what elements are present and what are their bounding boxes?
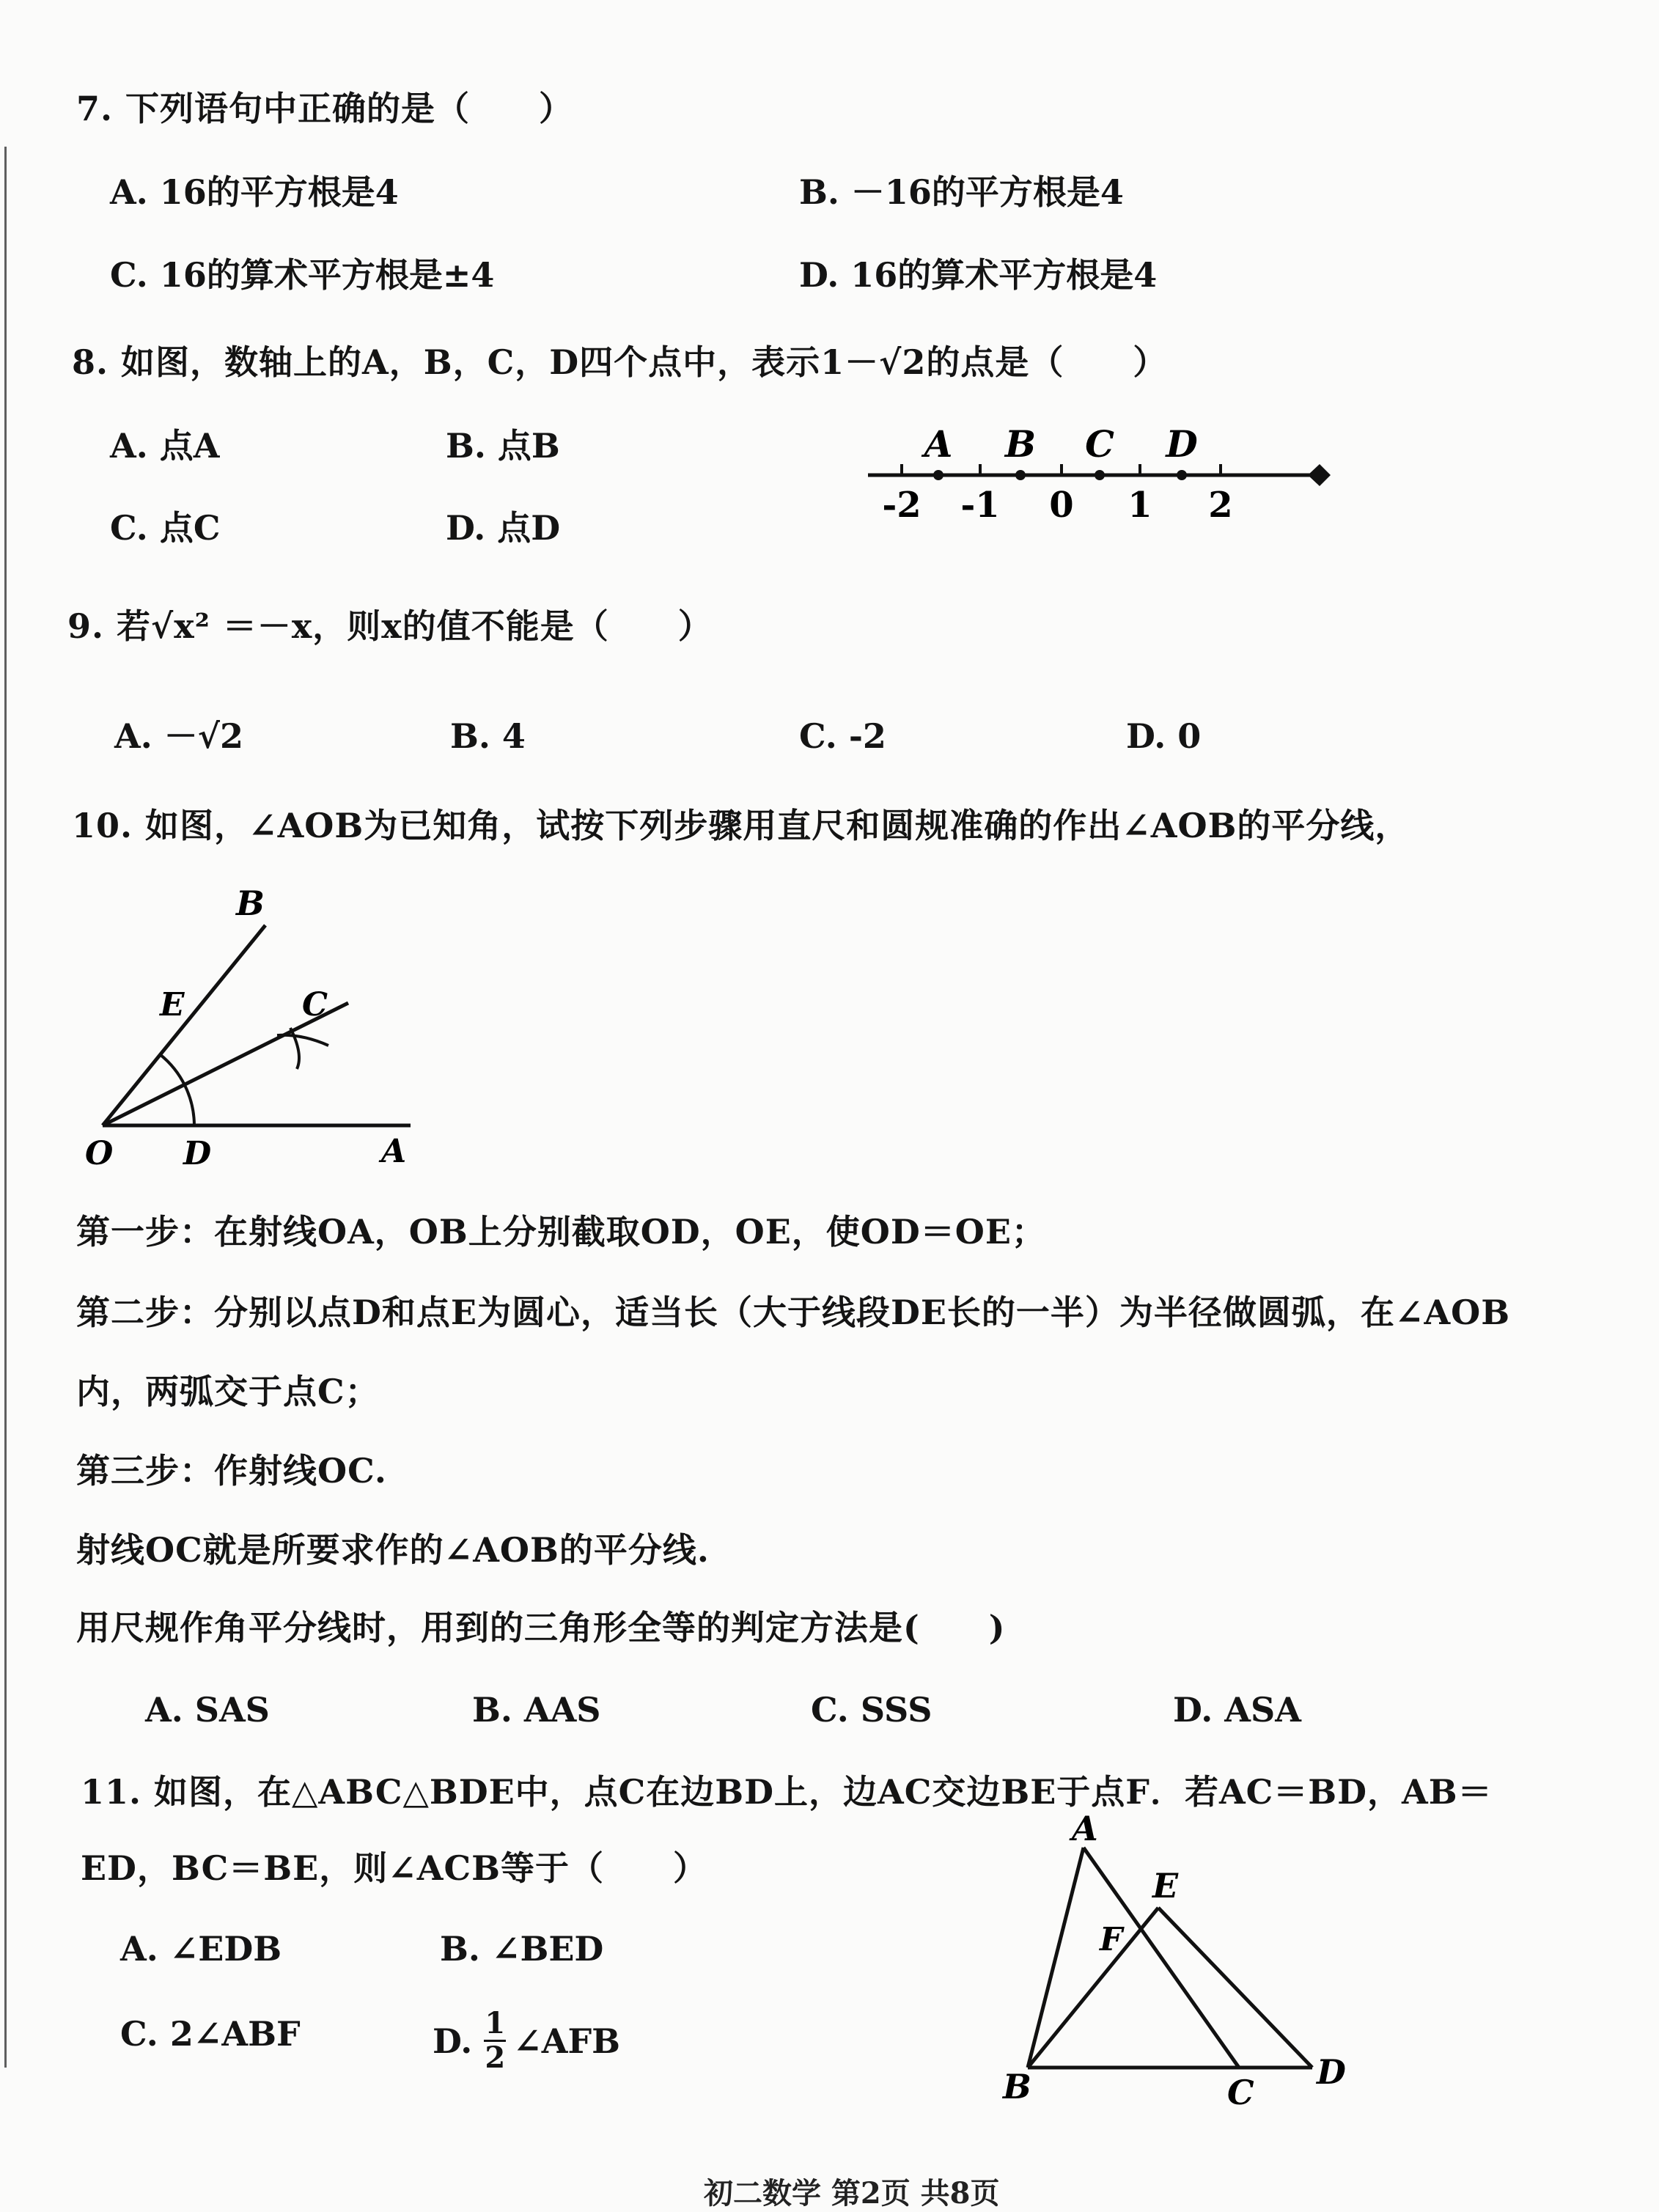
q11-stem-line-1: 11. 如图，在△ABC△BDE中，点C在边BD上，边AC交边BE于点F．若AC＝BD，AB＝ bbox=[81, 1772, 1493, 1812]
q8-option-a: A. 点A bbox=[110, 426, 220, 466]
point-b-label: B bbox=[1004, 422, 1037, 466]
q10-step-2-line-1: 第二步：分别以点D和点E为圆心，适当长（大于线段DE长的一半）为半径做圆弧，在∠AOB bbox=[76, 1293, 1511, 1332]
q11-option-a: A. ∠EDB bbox=[120, 1929, 282, 1969]
q7-stem: 7. 下列语句中正确的是（ ） bbox=[76, 89, 574, 128]
q10-option-b: B. AAS bbox=[472, 1690, 601, 1730]
q10-option-d: D. ASA bbox=[1173, 1690, 1301, 1730]
q8-option-b: B. 点B bbox=[446, 426, 560, 466]
tick-label: 2 bbox=[1208, 485, 1233, 526]
label-a: A bbox=[1072, 1811, 1098, 1848]
label-e: E bbox=[1152, 1866, 1179, 1906]
point-d-dot bbox=[1177, 470, 1187, 480]
q10-step-2-line-2: 内，两弧交于点C； bbox=[76, 1372, 380, 1411]
binding-rule bbox=[4, 147, 7, 2068]
label-f: F bbox=[1100, 1921, 1123, 1958]
q8-option-c: C. 点C bbox=[110, 508, 221, 548]
point-a-label: A bbox=[924, 422, 953, 466]
q7-option-d: D. 16的算术平方根是4 bbox=[799, 255, 1158, 295]
q11-option-b: B. ∠BED bbox=[440, 1929, 604, 1969]
tick-label: -1 bbox=[960, 485, 1000, 526]
q11-option-d-prefix: D. bbox=[433, 2021, 473, 2061]
q10-conclusion: 射线OC就是所要求作的∠AOB的平分线. bbox=[76, 1530, 710, 1570]
fraction-numerator: 1 bbox=[485, 2006, 506, 2040]
q7-option-b: B. －16的平方根是4 bbox=[799, 172, 1124, 212]
point-d-label: D bbox=[1166, 422, 1198, 466]
q10-question: 用尺规作角平分线时，用到的三角形全等的判定方法是( ) bbox=[76, 1608, 1006, 1647]
q10-stem: 10. 如图，∠AOB为已知角，试按下列步骤用直尺和圆规准确的作出∠AOB的平分线， bbox=[72, 806, 1410, 845]
label-d: D bbox=[1317, 2052, 1346, 2092]
label-c: C bbox=[1227, 2073, 1254, 2112]
q7-option-c: C. 16的算术平方根是±4 bbox=[110, 255, 495, 295]
q10-option-c: C. SSS bbox=[811, 1690, 933, 1730]
q11-option-d-fraction bbox=[484, 2007, 506, 2074]
q7-option-a: A. 16的平方根是4 bbox=[110, 172, 399, 212]
label-b: B bbox=[1003, 2067, 1031, 2106]
q11-triangles-figure bbox=[990, 1811, 1371, 2112]
q10-option-a: A. SAS bbox=[145, 1690, 270, 1730]
number-line-arrow bbox=[1308, 464, 1331, 486]
q9-stem: 9. 若√x² ＝－x，则x的值不能是（ ） bbox=[67, 606, 713, 646]
label-c: C bbox=[302, 986, 328, 1024]
label-b: B bbox=[236, 883, 265, 923]
q9-option-c: C. -2 bbox=[799, 716, 886, 756]
ray-ob bbox=[103, 925, 265, 1125]
q8-stem: 8. 如图，数轴上的A，B，C，D四个点中，表示1－√2的点是（ ） bbox=[72, 342, 1168, 382]
q9-option-a: A. －√2 bbox=[114, 716, 243, 756]
fraction-denominator: 2 bbox=[485, 2040, 506, 2075]
point-b-dot bbox=[1015, 470, 1026, 480]
q10-angle-bisector-figure bbox=[73, 880, 425, 1180]
q10-step-1: 第一步：在射线OA，OB上分别截取OD，OE，使OD＝OE； bbox=[76, 1212, 1046, 1252]
q11-stem-line-2: ED，BC＝BE，则∠ACB等于（ ） bbox=[81, 1848, 707, 1888]
label-d: D bbox=[183, 1135, 212, 1172]
point-a-dot bbox=[933, 470, 943, 480]
q11-option-d-angle: ∠AFB bbox=[513, 2021, 621, 2061]
tick-label: 1 bbox=[1128, 485, 1152, 526]
tick-label: -2 bbox=[882, 485, 922, 526]
q8-number-line-figure bbox=[858, 414, 1342, 543]
page-footer: 初二数学 第2页 共8页 bbox=[704, 2176, 1000, 2211]
point-c-dot bbox=[1095, 470, 1105, 480]
label-e: E bbox=[160, 986, 185, 1024]
q9-option-b: B. 4 bbox=[450, 716, 526, 756]
q10-step-3: 第三步：作射线OC. bbox=[76, 1451, 387, 1491]
q11-option-d bbox=[433, 2007, 620, 2074]
label-o: O bbox=[85, 1135, 114, 1172]
label-a: A bbox=[381, 1133, 407, 1170]
tick-label: 0 bbox=[1049, 485, 1074, 526]
q8-option-d: D. 点D bbox=[446, 508, 561, 548]
q11-option-c: C. 2∠ABF bbox=[120, 2014, 301, 2054]
q9-option-d: D. 0 bbox=[1126, 716, 1202, 756]
point-c-label: C bbox=[1085, 422, 1114, 466]
